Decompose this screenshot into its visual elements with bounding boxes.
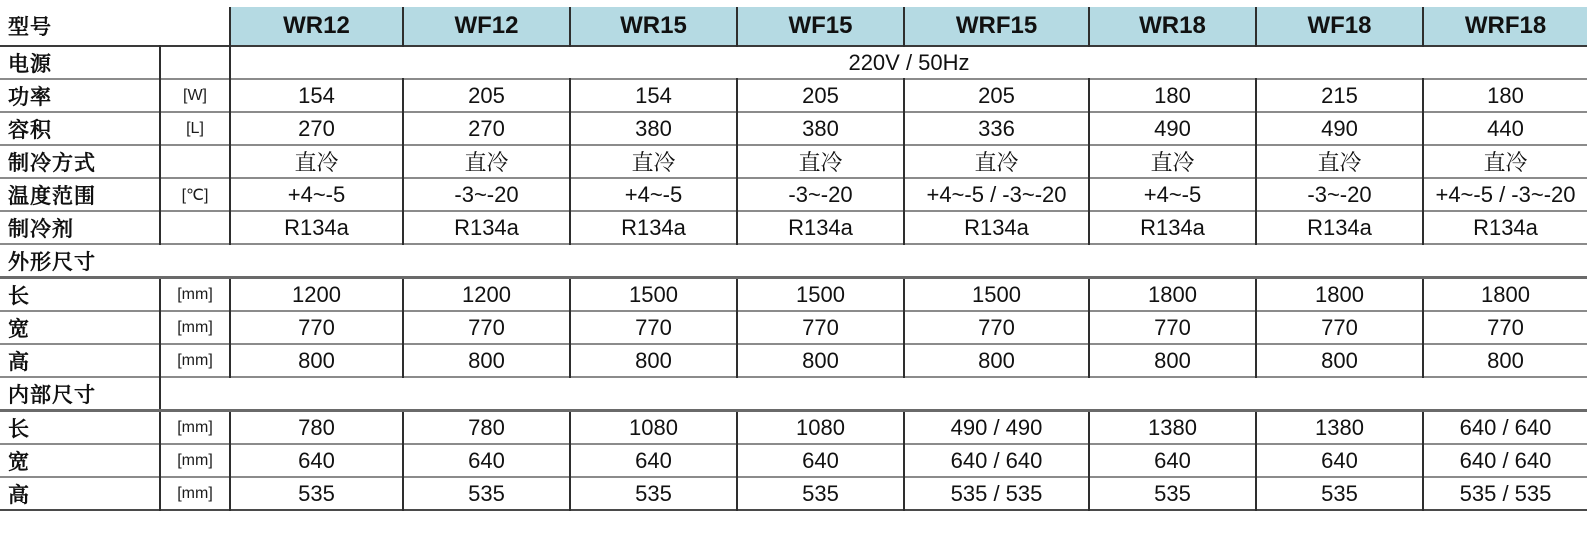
table-cell: 1800	[1423, 278, 1587, 312]
table-cell: 1380	[1089, 411, 1256, 445]
table-cell: 直冷	[737, 145, 904, 178]
model-header-wf18: WF18	[1256, 7, 1423, 46]
spec-row	[0, 178, 1587, 211]
section-filler	[160, 377, 1587, 411]
table-cell: 800	[1256, 344, 1423, 377]
table-cell: 640	[403, 444, 570, 477]
table-cell: 535	[1089, 477, 1256, 510]
power-supply-value: 220V / 50Hz	[230, 46, 1587, 79]
table-cell: 800	[570, 344, 737, 377]
table-cell: 直冷	[570, 145, 737, 178]
table-cell: 800	[1089, 344, 1256, 377]
table-cell: 535	[737, 477, 904, 510]
table-cell: 800	[230, 344, 403, 377]
table-cell: 770	[737, 311, 904, 344]
spec-row	[0, 278, 1587, 312]
table-cell: 1380	[1256, 411, 1423, 445]
table-cell: 770	[904, 311, 1089, 344]
table-cell: +4~-5	[1089, 178, 1256, 211]
table-cell: +4~-5	[570, 178, 737, 211]
table-cell: 770	[230, 311, 403, 344]
row-label: 功率	[8, 85, 52, 109]
row-unit: [L]	[160, 112, 230, 145]
table-cell: 770	[1423, 311, 1587, 344]
table-cell: R134a	[570, 211, 737, 244]
table-cell: 640	[230, 444, 403, 477]
spec-row	[0, 344, 1587, 377]
table-cell: R134a	[1256, 211, 1423, 244]
table-cell: 205	[904, 79, 1089, 112]
table-cell: 800	[737, 344, 904, 377]
row-label: 温度范围	[8, 184, 96, 208]
table-cell: 535	[1256, 477, 1423, 510]
model-header-wf12: WF12	[403, 7, 570, 46]
table-cell: 380	[737, 112, 904, 145]
table-cell: 直冷	[904, 145, 1089, 178]
row-label-power-supply: 电源	[8, 52, 52, 76]
row-label: 宽	[8, 317, 30, 341]
table-cell: 780	[230, 411, 403, 445]
row-unit: [mm]	[160, 311, 230, 344]
row-unit	[160, 211, 230, 244]
table-cell: +4~-5	[230, 178, 403, 211]
table-cell: 1800	[1089, 278, 1256, 312]
row-unit: [℃]	[160, 178, 230, 211]
table-cell: 770	[1089, 311, 1256, 344]
table-cell: 直冷	[1256, 145, 1423, 178]
table-cell: 直冷	[230, 145, 403, 178]
table-cell: 1200	[403, 278, 570, 312]
table-cell: 1200	[230, 278, 403, 312]
section-title: 内部尺寸	[8, 383, 96, 407]
table-cell: 780	[403, 411, 570, 445]
table-cell: 490	[1089, 112, 1256, 145]
table-cell: 205	[737, 79, 904, 112]
table-cell: 535	[570, 477, 737, 510]
table-cell: 270	[230, 112, 403, 145]
spec-row	[0, 444, 1587, 477]
table-cell: R134a	[1089, 211, 1256, 244]
row-label: 长	[8, 417, 30, 441]
row-label: 容积	[8, 118, 52, 142]
table-cell: 640	[1256, 444, 1423, 477]
table-cell: 535	[230, 477, 403, 510]
table-cell: 800	[403, 344, 570, 377]
spec-row	[0, 79, 1587, 112]
model-header-wr12: WR12	[230, 7, 403, 46]
table-cell: 1080	[570, 411, 737, 445]
table-cell: 640	[1089, 444, 1256, 477]
row-unit: [mm]	[160, 278, 230, 312]
table-cell: 770	[403, 311, 570, 344]
table-cell: 180	[1423, 79, 1587, 112]
table-cell: 535 / 535	[904, 477, 1089, 510]
section-header-row	[0, 377, 1587, 411]
table-cell: 154	[230, 79, 403, 112]
table-cell: 336	[904, 112, 1089, 145]
power-supply-row	[0, 46, 1587, 79]
spec-table	[0, 7, 1587, 511]
table-cell: 380	[570, 112, 737, 145]
table-cell: 490 / 490	[904, 411, 1089, 445]
table-cell: 640 / 640	[904, 444, 1089, 477]
row-unit: [mm]	[160, 344, 230, 377]
table-cell: 770	[570, 311, 737, 344]
table-cell: R134a	[737, 211, 904, 244]
spec-row	[0, 112, 1587, 145]
table-cell: R134a	[230, 211, 403, 244]
spec-row	[0, 411, 1587, 445]
table-cell: 770	[1256, 311, 1423, 344]
table-cell: 直冷	[1423, 145, 1587, 178]
table-cell: 215	[1256, 79, 1423, 112]
table-cell: -3~-20	[737, 178, 904, 211]
table-cell: -3~-20	[403, 178, 570, 211]
table-cell: 1800	[1256, 278, 1423, 312]
table-cell: 440	[1423, 112, 1587, 145]
spec-row	[0, 211, 1587, 244]
table-cell: +4~-5 / -3~-20	[1423, 178, 1587, 211]
table-cell: 800	[1423, 344, 1587, 377]
row-unit: [mm]	[160, 411, 230, 445]
row-label: 高	[8, 483, 30, 507]
table-cell: 直冷	[403, 145, 570, 178]
section-title: 外形尺寸	[8, 250, 96, 274]
row-label: 高	[8, 350, 30, 374]
table-cell: R134a	[1423, 211, 1587, 244]
table-cell: 205	[403, 79, 570, 112]
model-row-label: 型号	[8, 16, 52, 39]
table-cell: 640 / 640	[1423, 444, 1587, 477]
row-unit	[160, 145, 230, 178]
spec-row	[0, 145, 1587, 178]
table-cell: 1500	[737, 278, 904, 312]
row-label: 长	[8, 284, 30, 308]
row-label: 宽	[8, 450, 30, 474]
table-cell: 180	[1089, 79, 1256, 112]
table-cell: 1080	[737, 411, 904, 445]
table-cell: 800	[904, 344, 1089, 377]
table-cell: 1500	[904, 278, 1089, 312]
spec-table-body	[0, 7, 1587, 510]
table-cell: 154	[570, 79, 737, 112]
table-cell: 1500	[570, 278, 737, 312]
model-header-wf15: WF15	[737, 7, 904, 46]
table-cell: 直冷	[1089, 145, 1256, 178]
spec-row	[0, 477, 1587, 510]
table-cell: R134a	[403, 211, 570, 244]
row-label: 制冷剂	[8, 217, 74, 241]
table-cell: 640	[570, 444, 737, 477]
row-unit-power-supply	[160, 46, 230, 79]
table-cell: +4~-5 / -3~-20	[904, 178, 1089, 211]
table-cell: 640	[737, 444, 904, 477]
row-unit: [mm]	[160, 477, 230, 510]
table-cell: 640 / 640	[1423, 411, 1587, 445]
table-cell: -3~-20	[1256, 178, 1423, 211]
table-cell: R134a	[904, 211, 1089, 244]
section-header-row	[0, 244, 1587, 278]
table-cell: 535	[403, 477, 570, 510]
row-label: 制冷方式	[8, 151, 96, 175]
spec-row	[0, 311, 1587, 344]
table-cell: 270	[403, 112, 570, 145]
table-cell: 535 / 535	[1423, 477, 1587, 510]
model-header-wr15: WR15	[570, 7, 737, 46]
row-unit: [mm]	[160, 444, 230, 477]
model-header-wr18: WR18	[1089, 7, 1256, 46]
table-cell: 490	[1256, 112, 1423, 145]
model-header-wrf18: WRF18	[1423, 7, 1587, 46]
model-header-wrf15: WRF15	[904, 7, 1089, 46]
row-unit: [W]	[160, 79, 230, 112]
model-header-row	[0, 7, 1587, 46]
